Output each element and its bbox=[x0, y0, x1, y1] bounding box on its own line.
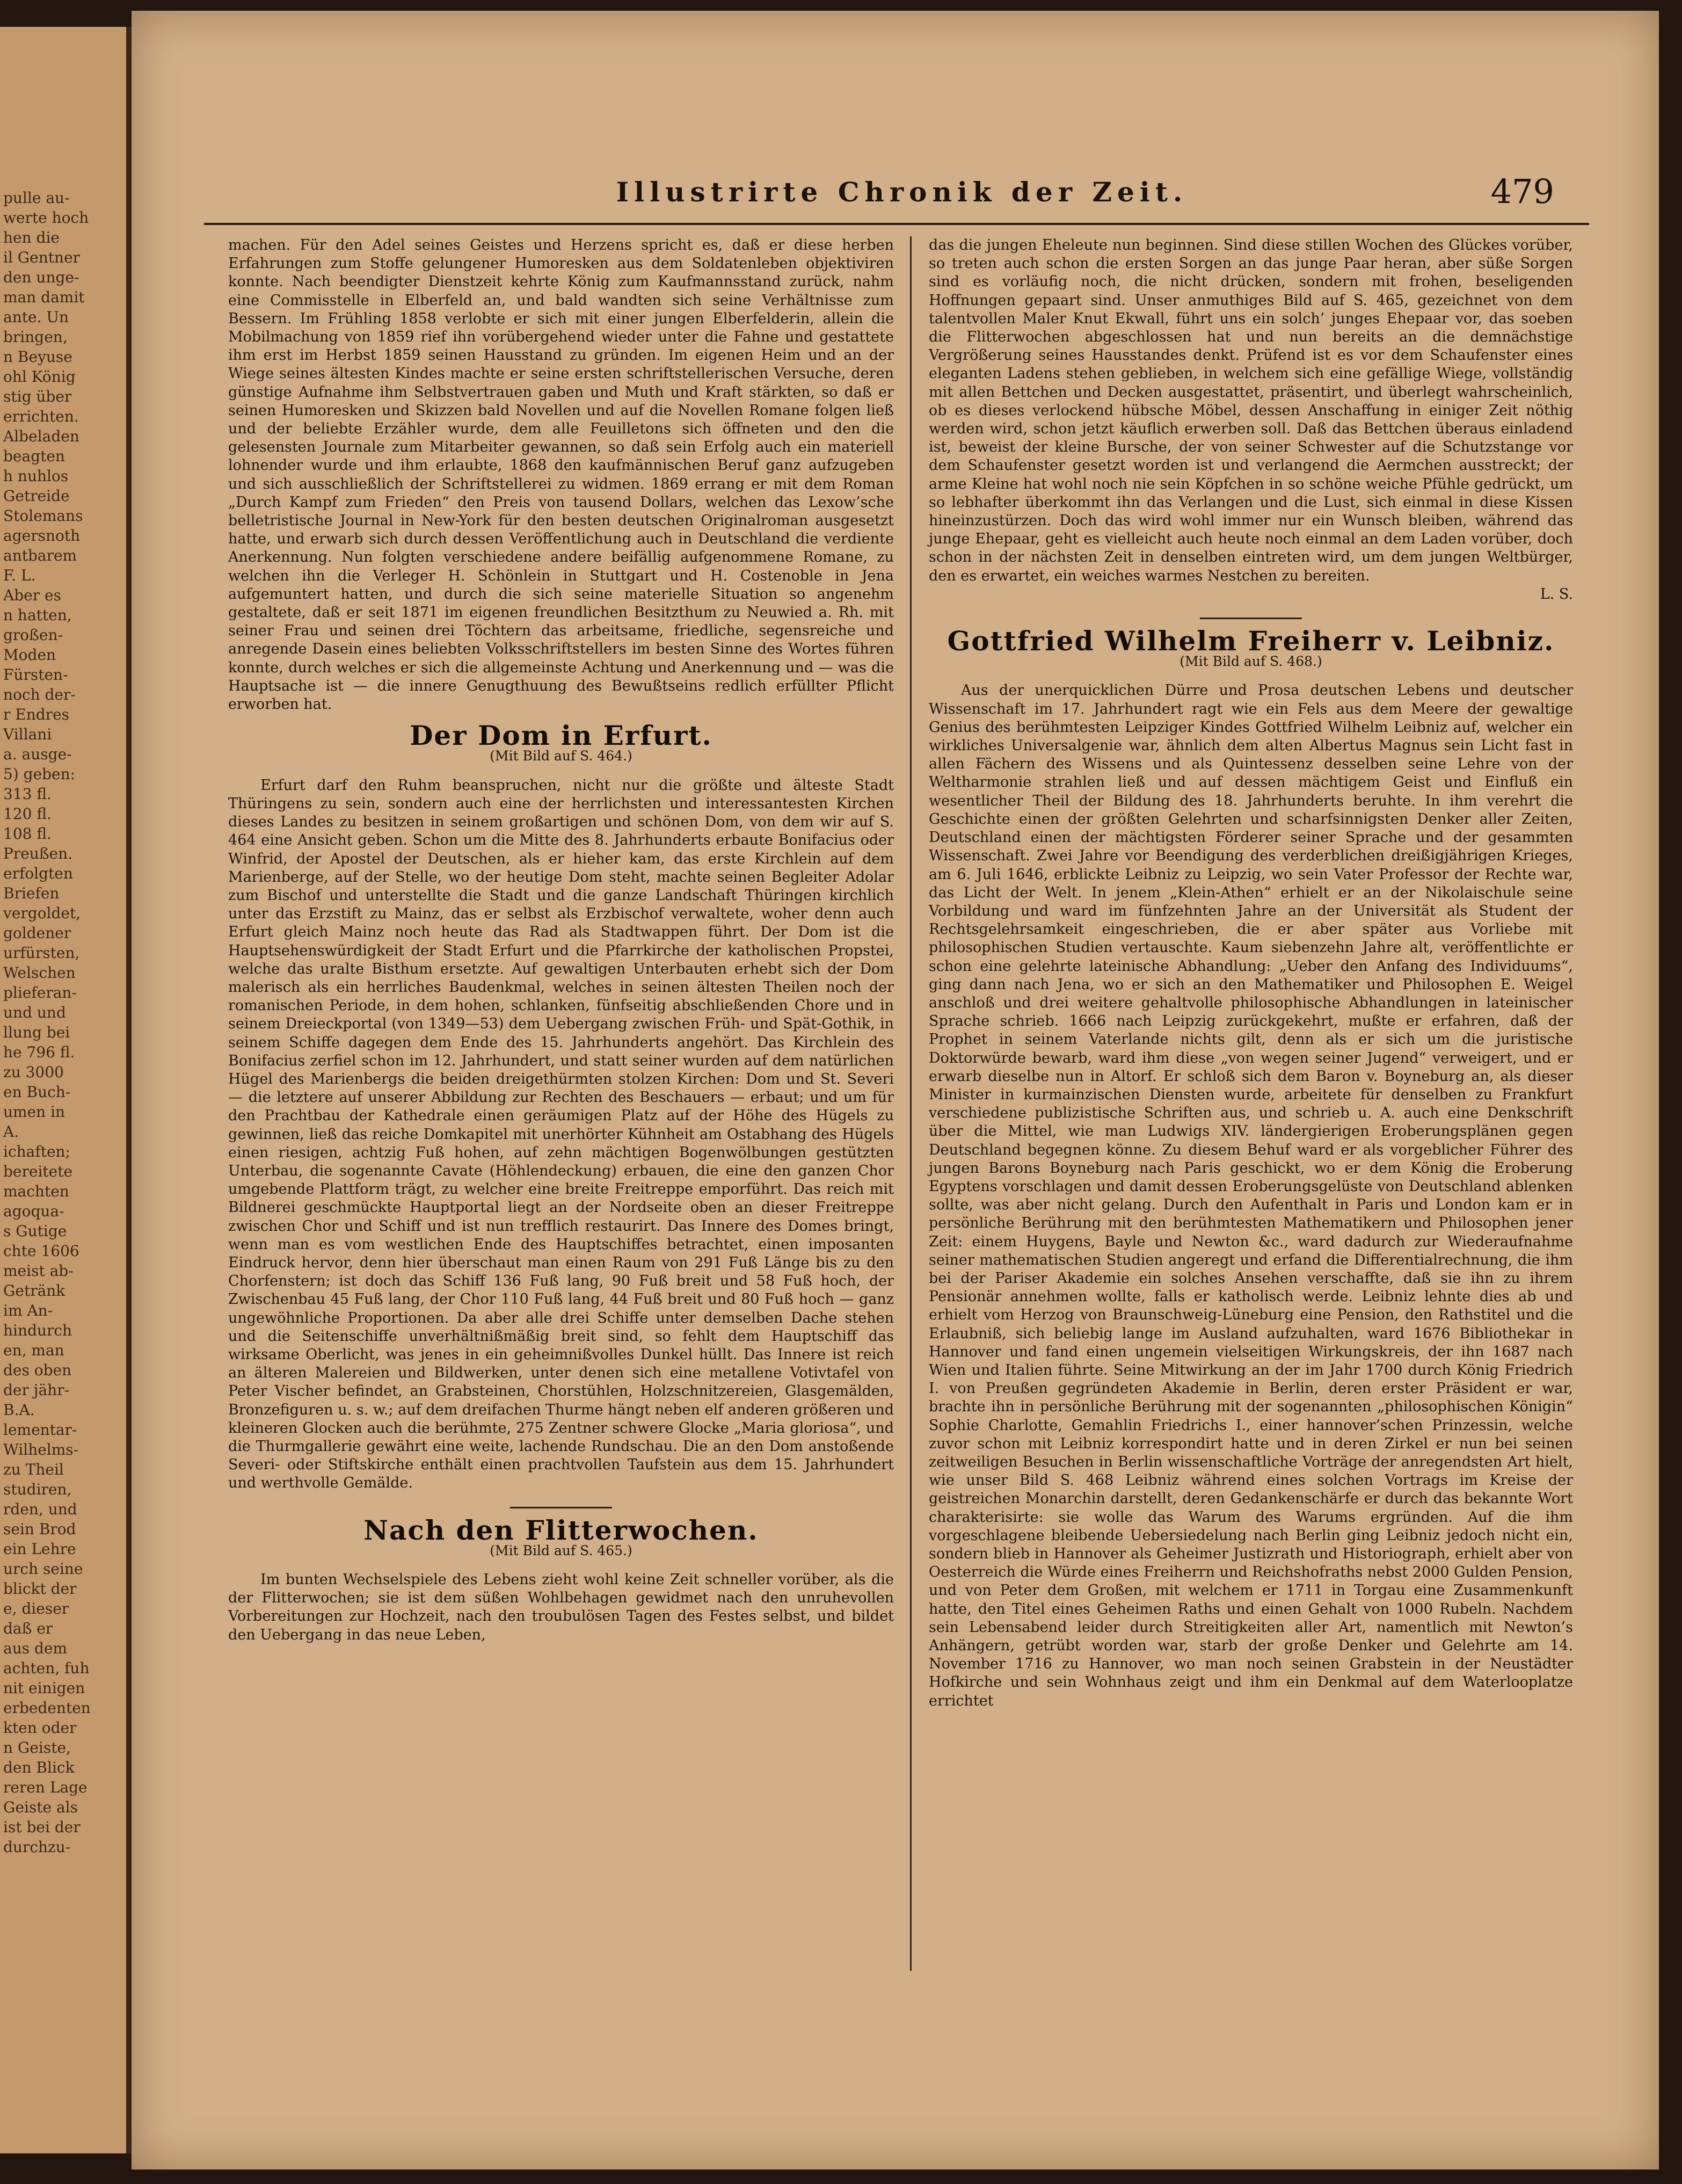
left-page-fragment-line: des oben bbox=[3, 1361, 72, 1379]
left-page-fragment-line: den Blick bbox=[3, 1759, 75, 1776]
left-page-fragment-line: s Gutige bbox=[3, 1222, 67, 1240]
left-page-fragment-line: durchzu- bbox=[3, 1838, 71, 1856]
leibniz-heading: Gottfried Wilhelm Freiherr v. Leibniz. bbox=[947, 625, 1555, 657]
left-page-fragment-line: stig über bbox=[3, 388, 72, 405]
left-page-fragment-line: werte hoch bbox=[3, 209, 89, 227]
left-page-fragment-line: blickt der bbox=[3, 1580, 77, 1598]
koenig-biography-paragraph: machen. Für den Adel seines Geistes und Herzens spricht es, daß er diese herben Erfahrungen zum Stoffe gelungener Humoresken aus dem Soldatenleben objektiviren konnte. Nach beendigter Dienstzeit kehrte König zum Kaufmannsstand zurück, nahm eine Commisstelle in Elberfeld an, und bald wandten sich seine Verhältnisse zum Bessern. Im Frühling 1858 verlobte er sich mit einer jungen Elberfelderin, allein die Mobilmachung von 1859 rief ihn vorübergehend wieder unter die Fahne und gestattete ihm erst im Herbst 1859 seinen Hausstand zu gründen. Im eigenen Heim und an der Wiege seines ältesten Kindes machte er seine ersten schriftstellerischen Versuche, deren günstige Aufnahme ihm Selbstvertrauen gaben und Muth und Kraft stärkten, so daß er seinen Humoresken und Skizzen bald Novellen und auf die Novellen Romane folgen ließ und der beliebte Erzähler wurde, dem alle Feuilletons sich öffneten und den die gelesensten Journale zum Mitarbeiter gewannen, so daß sein Erfolg auch ein materiell lohnender wurde und ihm erlaubte, 1868 den kaufmännischen Beruf ganz aufzugeben und sich ausschließlich der Schriftstellerei zu widmen. 1869 errang er mit dem Roman „Durch Kampf zum Frieden“ den Preis von tausend Dollars, welchen das Lexow’sche belletristische Journal in New-York für den besten deutschen Originalroman ausgesetzt hatte, und erwarb sich durch dessen Veröffentlichung auch in Deutschland die verdiente Anerkennung. Nun folgten verschiedene andere beifällig aufgenommene Romane, zu welchen ihn die Verleger H. Schönlein in Stuttgart und H. Costenoble in Jena aufgemuntert hatten, und durch die sich seine materielle Situation so angenehm gestaltete, daß er seit 1871 im eigenen freundlichen Besitzthum zu Neuwied a. Rh. mit seiner Frau und seinen drei Töchtern das arbeitsame, friedliche, segensreiche und anregende Dasein eines beliebten Volksschriftstellers im besten Sinne des Wortes führen konnte, durch welches er sich die allgemeinste Achtung und Anerkennung und — was die Hauptsache ist — die innere Genugthuung des Bewußtseins redlich erfüllter Pflicht erworben hat. bbox=[228, 237, 894, 713]
left-page-fragment-line: hindurch bbox=[3, 1322, 72, 1339]
right-column bbox=[929, 236, 1573, 1710]
left-page-fragment-line: bringen, bbox=[3, 328, 68, 346]
left-page-fragment-line: Getreide bbox=[3, 487, 70, 505]
left-page-fragment-line: kten oder bbox=[3, 1719, 77, 1737]
left-page-fragment-line: en, man bbox=[3, 1341, 64, 1359]
left-page-fragment-line: A. bbox=[3, 1123, 19, 1141]
left-page-fragment-line: agoqua- bbox=[3, 1202, 64, 1220]
left-page-fragment-line: plieferan- bbox=[3, 984, 77, 1002]
left-page-fragment-line: daß er bbox=[3, 1620, 53, 1637]
section-separator bbox=[510, 1507, 612, 1508]
left-page-fragment-line: beagten bbox=[3, 447, 65, 465]
left-page-fragment-line: 5) geben: bbox=[3, 765, 76, 783]
left-page-fragment-line: Villani bbox=[3, 725, 52, 743]
left-page-fragment-line: und und bbox=[3, 1004, 66, 1021]
flitterwochen-continuation: das die jungen Eheleute nun beginnen. Sind diese stillen Wochen des Glückes vorüber, so treten auch schon die ersten Sorgen an das junge Paar heran, aber süße Sorgen sind es vorläufig noch, die nicht drücken, sondern mit frohen, beseligenden Hoffnungen gepaart sind. Unser anmuthiges Bild auf S. 465, gezeichnet von dem talentvollen Maler Knut Ekwall, führt uns ein solch’ junges Ehepaar vor, das soeben die Flitterwochen abgeschlossen hat und nun bereits an die demnächstige Vergrößerung seines Hausstandes denkt. Prüfend ist es vor dem Schaufenster eines eleganten Ladens stehen geblieben, in welchem sich eine gefällige Wiege, vollständig mit allen Bettchen und Decken ausgestattet, präsentirt, und überlegt wahrscheinlich, ob es dieses verlockend hübsche Möbel, dessen Anschaffung in einiger Zeit nöthig werden wird, schon jetzt käuflich erwerben soll. Daß das Bettchen überaus einladend ist, beweist der kleine Bursche, der von seiner Schwester auf die Schutzstange vor dem Schaufenster gesetzt worden ist und verlangend die Aermchen ausstreckt; der arme Kleine hat wohl noch nie sein Köpfchen in so schöne weiche Pfühle gedrückt, um so lebhafter überkommt ihn das Verlangen und die Lust, sich einmal in diese Kissen hineinzustürzen. Doch das wird wohl immer nur ein Wunsch bleiben, während das junge Ehepaar, geht es vielleicht auch heute noch einmal an dem Laden vorüber, doch schon in der nächsten Zeit in denselben eintreten wird, um dem jungen Weltbürger, den es erwartet, ein weiches warmes Nestchen zu bereiten. bbox=[929, 237, 1573, 584]
left-page-fragment-line: r Endres bbox=[3, 706, 70, 723]
leibniz-caption: (Mit Bild auf S. 468.) bbox=[1179, 654, 1322, 670]
section-separator bbox=[1200, 618, 1302, 619]
article-signature: L. S. bbox=[1540, 585, 1573, 603]
left-page-fragment-line: machten bbox=[3, 1182, 69, 1200]
left-page-fragment-line: n Beyuse bbox=[3, 348, 72, 366]
left-page-fragment-line: achten, fuh bbox=[3, 1659, 90, 1677]
left-column bbox=[228, 236, 894, 1644]
flitterwochen-caption: (Mit Bild auf S. 465.) bbox=[490, 1542, 632, 1558]
left-page-fragment-line: sein Brod bbox=[3, 1520, 76, 1538]
left-page-fragment-line: e, dieser bbox=[3, 1600, 69, 1617]
left-page-fragment-line: 120 fl. bbox=[3, 805, 52, 823]
left-page-fragment-line: nit einigen bbox=[3, 1679, 85, 1697]
left-page-fragment-line: großen- bbox=[3, 626, 63, 644]
left-page-fragment-line: den unge- bbox=[3, 269, 79, 286]
left-page-fragment-line: hen die bbox=[3, 229, 60, 246]
left-page-fragment-line: rden, und bbox=[3, 1500, 77, 1518]
left-page-fragment-line: ist bei der bbox=[3, 1818, 81, 1836]
left-page-fragment-line: Welschen bbox=[3, 964, 76, 982]
left-page-fragment-line: Moden bbox=[3, 646, 56, 664]
left-page-fragment-line: bereitete bbox=[3, 1163, 73, 1180]
left-page-fragment-line: Aber es bbox=[3, 586, 61, 604]
left-page-fragment-line: noch der- bbox=[3, 686, 76, 703]
left-page-fragment-line: Wilhelms- bbox=[3, 1441, 79, 1459]
left-page-fragment-line: Fürsten- bbox=[3, 666, 68, 684]
left-page-fragment-line: Getränk bbox=[3, 1282, 65, 1300]
left-page-fragment-line: lementar- bbox=[3, 1421, 77, 1439]
left-page-fragment-line: pulle au- bbox=[3, 189, 70, 207]
left-page-fragment-line: he 796 fl. bbox=[3, 1043, 75, 1061]
left-page-fragment-line: 108 fl. bbox=[3, 825, 52, 843]
flitterwochen-paragraph: Im bunten Wechselspiele des Lebens zieht wohl keine Zeit schneller vorüber, als die der Flitterwochen; sie ist dem süßen Wohlbehagen gewidmet nach den unruhevollen Vorbereitungen zur Hochzeit, nach den troubulösen Tagen des Festes selbst, und bildet den Uebergang in das neue Leben, bbox=[228, 1571, 894, 1643]
flitterwochen-heading: Nach den Flitterwochen. bbox=[363, 1514, 759, 1546]
dom-erfurt-caption: (Mit Bild auf S. 464.) bbox=[490, 748, 632, 764]
left-page-fragment-line: zu Theil bbox=[3, 1461, 64, 1478]
left-page-fragment-line: Stolemans bbox=[3, 507, 83, 525]
left-page-fragment-line: im An- bbox=[3, 1302, 53, 1319]
left-page-fragment-line: Briefen bbox=[3, 884, 60, 902]
column-divider bbox=[910, 236, 912, 1971]
left-page-fragment-line: 313 fl. bbox=[3, 785, 52, 803]
left-page-fragment-line: ein Lehre bbox=[3, 1540, 76, 1558]
dom-erfurt-paragraph: Erfurt darf den Ruhm beanspruchen, nicht nur die größte und älteste Stadt Thüringens zu sein, sondern auch eine der herrlichsten und interessantesten Kirchen dieses Landes zu besitzen in seinem großartigen und schönen Dom, von dem wir auf S. 464 eine Ansicht geben. Schon um die Mitte des 8. Jahrhunderts erbaute Bonifacius oder Winfrid, der Apostel der Deutschen, als er hieher kam, das erste Kirchlein auf dem Marienberge, auf der Stelle, wo der heutige Dom steht, machte seinen Begleiter Adolar zum Bischof und unterstellte die Stadt und die ganze Landschaft Thüringen kirchlich unter das Erzstift zu Mainz, das er selbst als Erzbischof verwaltete, woher denn auch Erfurt gleich Mainz noch heute das Rad als Stadtwappen führt. Der Dom ist die Hauptsehenswürdigkeit der Stadt Erfurt und die Pfarrkirche der katholischen Propstei, welche das uralte Bisthum ersetzte. Auf gewaltigen Unterbauten erhebt sich der Dom malerisch als ein herrliches Baudenkmal, welches in seinen ältesten Theilen noch der romanischen Periode, in dem hohen, schlanken, fünfseitig abschließenden Chore und in seinem Dreieckportal (von 1349—53) dem Uebergang zwischen Früh- und Spät-Gothik, in seinem Schiffe dagegen dem Ende des 15. Jahrhunderts angehört. Das Kirchlein des Bonifacius zerfiel schon im 12. Jahrhundert, und statt seiner wurden auf dem natürlichen Hügel des Marienbergs die beiden dreigethürmten stolzen Kirchen: Dom und St. Severi — die letztere auf unserer Abbildung zur Rechten des Beschauers — erbaut; und um für den Prachtbau der Kathedrale einen geräumigen Platz auf der Höhe des Hügels zu gewinnen, ließ das reiche Domkapitel mit unerhörter Kühnheit am Ostabhang des Hügels einen riesigen, achtzig Fuß hohen, auf zehn mächtigen Bogenwölbungen gestützten Unterbau, die sogenannte Cavate (Höhlendeckung) erbauen, die eine den ganzen Chor umgebende Plattform trägt, zu welcher eine breite Freitreppe emporführt. Das reich mit Bildnerei geschmückte Hauptportal liegt an der Nordseite oben an dieser Freitreppe zwischen Chor und Schiff und ist nun trefflich restaurirt. Das Innere des Domes bringt, wenn man es vom westlichen Ende des Hauptschiffes betrachtet, einen imposanten Eindruck hervor, denn hier überschaut man einen Raum von 291 Fuß Länge bis zu den Chorfenstern; ist doch das Schiff 136 Fuß lang, 90 Fuß breit und 58 Fuß hoch, der Zwischenbau 45 Fuß lang, der Chor 110 Fuß lang, 44 Fuß breit und 80 Fuß hoch — ganz ungewöhnliche Proportionen. Da aber alle drei Schiffe unter demselben Dache stehen und die Seitenschiffe unverhältnißmäßig breit sind, so fehlt dem Hauptschiff das wirksame Oberlicht, was jenes in ein geheimnißvolles Dunkel hüllt. Das Innere ist reich an älteren Malereien und Bildwerken, unter denen sich eine metallene Votivtafel von Peter Vischer befindet, an Grabsteinen, Chorstühlen, Holzschnitzereien, Glasgemälden, Bronzefiguren u. s. w.; auf dem dreifachen Thurme hängt neben elf anderen größeren und kleineren Glocken auch die berühmte, 275 Zentner schwere Glocke „Maria gloriosa“, und die Thurmgallerie gewährt eine weite, lachende Rundschau. Die an den Dom anstoßende Severi- oder Stiftskirche enthält einen prachtvollen Taufstein aus dem 15. Jahrhundert und werthvolle Gemälde. bbox=[228, 777, 894, 1492]
left-page-fragment-line: goldener bbox=[3, 924, 71, 942]
left-page-fragment-line: chte 1606 bbox=[3, 1242, 79, 1260]
left-page-fragment-line: urch seine bbox=[3, 1560, 83, 1578]
left-page-fragment-line: vergoldet, bbox=[3, 904, 81, 922]
left-page-fragment-line: aus dem bbox=[3, 1639, 68, 1657]
left-page-fragment-line: studiren, bbox=[3, 1481, 72, 1498]
leibniz-paragraph: Aus der unerquicklichen Dürre und Prosa deutschen Lebens und deutscher Wissenschaft im 17. Jahrhundert ragt wie ein Fels aus dem Meere der gewaltige Genius des berühmtesten Leipziger Kindes Gottfried Wilhelm Leibniz auf, welcher ein wirkliches Universalgenie war, ähnlich dem alten Albertus Magnus sein Licht fast in allen Fächern des Wissens und als Quintessenz desselben seine Lehre von der Weltharmonie strahlen ließ und auf dessen mächtigem Geist und Einfluß ein wesentlicher Theil der Bildung des 18. Jahrhunderts beruhte. In ihm verehrt die Geschichte einen der größten Gelehrten und scharfsinnigsten Denker aller Zeiten, Deutschland einen der mächtigsten Förderer seiner Sprache und der gesammten Wissenschaft. Zwei Jahre vor Beendigung des verderblichen dreißigjährigen Krieges, am 6. Juli 1646, erblickte Leibniz zu Leipzig, wo sein Vater Professor der Rechte war, das Licht der Welt. In jenem „Klein-Athen“ erhielt er an der Nikolaischule seine Vorbildung und ward im fünfzehnten Jahre an der Universität als Student der Rechtsgelehrsamkeit eingeschrieben, die er aber später aus Vorliebe mit philosophischen Studien vertauschte. Kaum siebenzehn Jahre alt, veröffentlichte er schon eine gelehrte lateinische Abhandlung: „Ueber den Anfang des Individuums“, ging dann nach Jena, wo er sich an den Mathematiker und Philosophen E. Weigel anschloß und drei weitere gehaltvolle philosophische Abhandlungen in lateinischer Sprache schrieb. 1666 nach Leipzig zurückgekehrt, mußte er erfahren, daß der Prophet in seinem Vaterlande nichts gilt, denn als er sich um die juristische Doktorwürde bewarb, ward ihm diese „von wegen seiner Jugend“ verweigert, und er erwarb dieselbe nun in Altorf. Er schloß sich dem Baron v. Boyneburg an, als dieser Minister in kurmainzischen Diensten wurde, arbeitete für denselben zu Frankfurt verschiedene publizistische Schriften aus, und schrieb u. A. auch eine Denkschrift über die Mittel, wie man Ludwigs XIV. ländergierigen Eroberungsplänen gegen Deutschland begegnen könne. Zu diesem Behuf ward er als vorgeblicher Führer des jungen Barons Boyneburg nach Paris geschickt, wo er dem König die Eroberung Egyptens vorschlagen und damit dessen Eroberungsgelüste von Deutschland ablenken sollte, was aber nicht gelang. Durch den Aufenthalt in Paris und London kam er in persönliche Berührung mit den berühmtesten Mathematikern und Philosophen jener Zeit: einem Huygens, Bayle und Newton &c., ward dadurch zur Wiederaufnahme seiner mathematischen Studien angeregt und erfand die Differentialrechnung, die ihm bei der Pariser Akademie ein solches Ansehen verschaffte, daß sie ihn zu ihrem Pensionär annehmen wollte, falls er katholisch werde. Leibniz lehnte dies ab und erhielt vom Herzog von Braunschweig-Lüneburg eine Pension, den Rathstitel und die Erlaubniß, sich beliebig lange im Ausland aufzuhalten, ward 1676 Bibliothekar in Hannover und fand einen ungemein vielseitigen Wirkungskreis, der ihn 1687 nach Wien und Italien führte. Seine Mitwirkung an der im Jahr 1700 durch König Friedrich I. von Preußen gegründeten Akademie in Berlin, deren erster Präsident er war, brachte ihn in persönliche Berührung mit der sogenannten „philosophischen Königin“ Sophie Charlotte, Gemahlin Friedrichs I., einer hannover’schen Prinzessin, welche zuvor schon mit Leibniz korrespondirt hatte und in deren Zirkel er nun bei seinen zeitweiligen Besuchen in Berlin wissenschaftliche Vorträge der anregendsten Art hielt, wie unser Bild S. 468 Leibniz während eines solchen Vortrags im Kreise der geistreichen Monarchin darstellt, deren Gedankenschärfe er durch das bekannte Wort charakterisirte: sie wolle das Warum des Warums ergründen. Auf die ihm vorgeschlagene bleibende Uebersiedelung nach Berlin ging Leibniz jedoch nicht ein, sondern blieb in Hannover als Geheimer Justizrath und Historiograph, erhielt aber von Oesterreich die Würde eines Freiherrn und Reichshofraths nebst 2000 Gulden Pension, und von Peter dem Großen, mit welchem er 1711 in Torgau eine Zusammenkunft hatte, den Titel eines Geheimen Raths und einen Gehalt von 1000 Rubeln. Nachdem sein Lebensabend leider durch Streitigkeiten aller Art, namentlich mit Newton’s Anhängern, getrübt worden war, starb der große Denker und Gelehrte am 14. November 1716 zu Hannover, wo man noch seinen Grabstein in der Neustädter Hofkirche und sein Wohnhaus zeigt und ihm ein Denkmal auf dem Waterlooplatze errichtet bbox=[929, 682, 1573, 1709]
left-page-fragment-line: Geiste als bbox=[3, 1798, 78, 1816]
left-page-fragment-line: B.A. bbox=[3, 1401, 35, 1419]
page-header bbox=[228, 166, 1576, 215]
left-page-fragment-line: ohl König bbox=[3, 368, 76, 386]
left-page-fragment-line: F. L. bbox=[3, 567, 36, 584]
left-page-fragment-line: zu 3000 bbox=[3, 1063, 64, 1081]
left-page-fragment-line: reren Lage bbox=[3, 1779, 88, 1796]
left-page-fragment-line: umen in bbox=[3, 1103, 65, 1121]
left-page-fragment-line: errichten. bbox=[3, 408, 79, 425]
left-page-fragment-line: n Geiste, bbox=[3, 1739, 71, 1757]
left-page-fragment-line: il Gentner bbox=[3, 249, 81, 266]
left-page-fragment-line: antbarem bbox=[3, 547, 77, 564]
left-page-fragment-line: der jähr- bbox=[3, 1381, 70, 1399]
page bbox=[132, 11, 1659, 2170]
left-page-fragment-line: ichaften; bbox=[3, 1143, 71, 1160]
left-page-fragment-line: urfürsten, bbox=[3, 944, 80, 962]
left-page-fragment-line: meist ab- bbox=[3, 1262, 74, 1280]
dom-erfurt-heading: Der Dom in Erfurt. bbox=[410, 720, 712, 752]
left-page-fragment-line: n hatten, bbox=[3, 606, 72, 624]
adjacent-left-page bbox=[0, 27, 132, 2153]
left-page-fragment-line: agersnoth bbox=[3, 527, 81, 545]
left-page-fragment-line: a. ausge- bbox=[3, 745, 72, 763]
running-title: Illustrirte Chronik der Zeit. bbox=[616, 176, 1188, 208]
left-page-fragment-line: Preußen. bbox=[3, 845, 73, 862]
left-page-fragment-line: ante. Un bbox=[3, 308, 69, 326]
page-number: 479 bbox=[1490, 172, 1554, 211]
left-page-text-fragments bbox=[0, 27, 126, 1857]
left-page-fragment-line: en Buch- bbox=[3, 1083, 71, 1101]
left-page-fragment-line: erfolgten bbox=[3, 865, 73, 882]
left-page-fragment-line: Albeladen bbox=[3, 427, 79, 445]
left-page-fragment-line: erbedenten bbox=[3, 1699, 91, 1717]
left-page-fragment-line: h nuhlos bbox=[3, 467, 69, 485]
left-page-fragment-line: llung bei bbox=[3, 1024, 70, 1041]
left-page-fragment-line: man damit bbox=[3, 288, 85, 306]
header-rule bbox=[204, 223, 1589, 225]
